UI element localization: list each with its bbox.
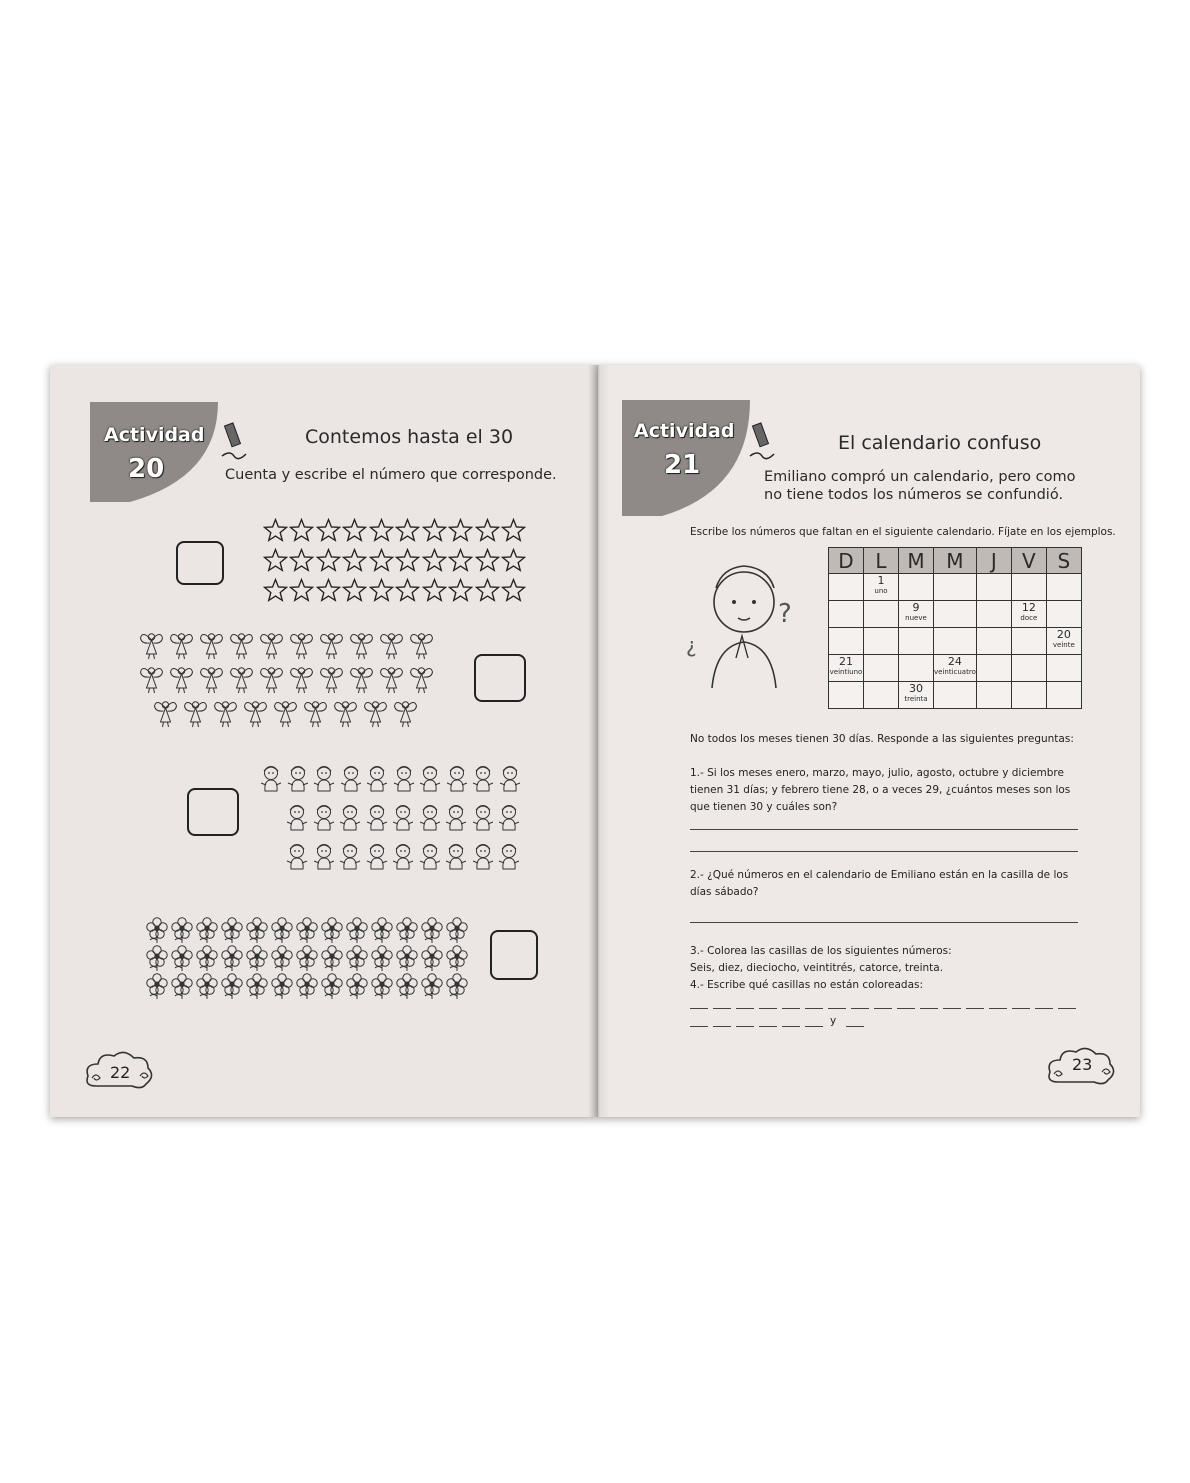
answer-blank[interactable] (1058, 1008, 1076, 1009)
flower-icon (169, 944, 194, 972)
calendar-day-header: D (829, 548, 864, 574)
calendar-cell[interactable] (1046, 655, 1081, 682)
fairy-icon (302, 698, 329, 728)
calendar-cell[interactable] (934, 601, 977, 628)
calendar-cell[interactable] (1046, 628, 1081, 655)
answer-blank[interactable] (805, 1008, 823, 1009)
flower-icon (444, 972, 469, 1000)
fairy-icon (288, 664, 315, 694)
blank-row (690, 1016, 890, 1030)
calendar-cell[interactable] (976, 655, 1011, 682)
star-group (262, 515, 527, 605)
flower-icon (344, 972, 369, 1000)
fairy-icon (272, 698, 299, 728)
character-icon (471, 765, 495, 793)
character-icon (497, 843, 521, 871)
star-icon (395, 515, 422, 545)
flower-icon (369, 916, 394, 944)
character-icon (498, 765, 522, 793)
flower-icon (169, 972, 194, 1000)
star-icon (289, 575, 316, 605)
calendar-day-header: M (899, 548, 934, 574)
star-icon (342, 575, 369, 605)
calendar-cell[interactable] (829, 574, 864, 601)
flower-icon (144, 916, 169, 944)
calendar-cell[interactable] (1011, 601, 1046, 628)
flower-icon (219, 916, 244, 944)
flower-icon (319, 944, 344, 972)
star-icon (342, 545, 369, 575)
calendar-day-header: L (864, 548, 899, 574)
fairy-icon (138, 664, 165, 694)
fairy-icon (392, 698, 419, 728)
character-icon (365, 804, 389, 832)
star-icon (448, 545, 475, 575)
answer-blank[interactable] (736, 1026, 754, 1027)
flower-icon (244, 944, 269, 972)
star-icon (421, 575, 448, 605)
calendar-cell[interactable] (864, 574, 899, 601)
star-icon (421, 515, 448, 545)
answer-blank[interactable] (759, 1008, 777, 1009)
calendar-number: 9 (912, 601, 920, 614)
calendar-word: veintiuno (829, 668, 863, 676)
activity-badge-right (622, 400, 750, 516)
flower-icon (219, 944, 244, 972)
answer-blank[interactable] (943, 1008, 961, 1009)
connector-word: y (830, 1015, 837, 1027)
character-icon (365, 765, 389, 793)
calendar-cell[interactable] (934, 682, 977, 709)
calendar-instruction: Escribe los números que faltan en el siguiente calendario. Fíjate en los ejemplos. (690, 526, 1116, 538)
flower-icon (344, 944, 369, 972)
question-3-numbers: Seis, diez, dieciocho, veintitrés, catorce, treinta. (690, 962, 944, 974)
question-1: 1.- Si los meses enero, marzo, mayo, julio, agosto, octubre y diciembre tienen 31 días; y febrero tiene 28, o a veces 29, ¿cuántos meses son los que tienen 30 y cuáles son? (690, 767, 1071, 813)
star-icon (448, 515, 475, 545)
flower-icon (269, 972, 294, 1000)
star-icon (289, 545, 316, 575)
star-icon (368, 575, 395, 605)
flower-icon (394, 972, 419, 1000)
calendar-word: veinticuatro (934, 668, 976, 676)
fairy-icon (258, 664, 285, 694)
fairy-icon (408, 664, 435, 694)
calendar-number: 24 (947, 655, 962, 668)
character-icon (312, 843, 336, 871)
star-icon (474, 575, 501, 605)
svg-text:?: ? (778, 599, 792, 629)
calendar-cell[interactable] (1011, 682, 1046, 709)
fairy-icon (348, 630, 375, 660)
svg-text:¿: ¿ (686, 633, 697, 657)
flower-icon (219, 972, 244, 1000)
calendar-cell[interactable] (829, 628, 864, 655)
fairy-icon (362, 698, 389, 728)
flower-icon (244, 972, 269, 1000)
flower-icon (144, 972, 169, 1000)
calendar-cell[interactable] (1046, 682, 1081, 709)
character-icon (418, 804, 442, 832)
character-icon (471, 843, 495, 871)
calendar-cell[interactable] (1046, 601, 1081, 628)
flower-icon (294, 972, 319, 1000)
instruction: Cuenta y escribe el número que corresponde. (225, 467, 557, 483)
star-icon (342, 515, 369, 545)
flower-icon (419, 972, 444, 1000)
page-number-left: 22 (110, 1063, 131, 1082)
book-gutter (588, 365, 610, 1117)
calendar-cell[interactable] (1011, 655, 1046, 682)
fairy-icon (408, 630, 435, 660)
star-icon (315, 575, 342, 605)
calendar-word: nueve (905, 614, 927, 622)
character-icon (497, 804, 521, 832)
flower-group (144, 916, 469, 1000)
fairy-icon (198, 664, 225, 694)
flower-icon (419, 944, 444, 972)
star-icon (501, 515, 528, 545)
answer-line[interactable] (690, 829, 1078, 830)
star-icon (474, 545, 501, 575)
answer-blank[interactable] (920, 1008, 938, 1009)
flower-icon (369, 972, 394, 1000)
star-icon (262, 545, 289, 575)
question-4: 4.- Escribe qué casillas no están coloreadas: (690, 979, 924, 991)
question-2: 2.- ¿Qué números en el calendario de Emiliano están en la casilla de los días sábado? (690, 869, 1069, 898)
calendar-cell[interactable] (864, 628, 899, 655)
calendar-cell[interactable] (829, 655, 864, 682)
fairy-icon (138, 630, 165, 660)
star-icon (315, 515, 342, 545)
answer-line[interactable] (690, 922, 1078, 923)
character-icon (286, 765, 310, 793)
calendar-week-row (829, 655, 1082, 682)
answer-line[interactable] (690, 851, 1078, 852)
calendar-number: 21 (839, 655, 853, 668)
calendar-word: doce (1020, 614, 1038, 622)
calendar-cell[interactable] (864, 682, 899, 709)
star-icon (262, 515, 289, 545)
pencil-icon (220, 420, 248, 460)
page-title: Contemos hasta el 30 (305, 426, 514, 448)
flower-icon (194, 972, 219, 1000)
answer-box-stars[interactable] (176, 541, 224, 585)
star-icon (448, 575, 475, 605)
fairy-icon (228, 664, 255, 694)
star-icon (315, 545, 342, 575)
answer-blank[interactable] (851, 1008, 869, 1009)
star-icon (421, 545, 448, 575)
flower-icon (369, 944, 394, 972)
fairy-icon (318, 664, 345, 694)
answer-blank[interactable] (966, 1008, 984, 1009)
character-icon (445, 765, 469, 793)
character-icon (285, 804, 309, 832)
answer-blank[interactable] (828, 1008, 846, 1009)
fairy-icon (378, 664, 405, 694)
badge-shape-icon (90, 402, 218, 502)
answer-blank[interactable] (713, 1026, 731, 1027)
fairy-icon (332, 698, 359, 728)
calendar-cell[interactable] (829, 682, 864, 709)
pencil-icon (748, 420, 776, 460)
character-icon (365, 843, 389, 871)
calendar-cell[interactable] (934, 655, 977, 682)
star-icon (501, 575, 528, 605)
badge-label: Actividad (104, 424, 205, 446)
badge-number: 21 (664, 450, 701, 480)
calendar-cell[interactable] (864, 655, 899, 682)
flower-icon (294, 916, 319, 944)
star-icon (395, 545, 422, 575)
calendar-table (828, 547, 1082, 709)
calendar-week-row (829, 574, 1082, 601)
calendar-week-row (829, 601, 1082, 628)
calendar-day-header: J (976, 548, 1011, 574)
calendar-cell[interactable] (864, 601, 899, 628)
star-icon (262, 575, 289, 605)
calendar-cell[interactable] (899, 655, 934, 682)
calendar-cell[interactable] (899, 682, 934, 709)
answer-blank[interactable] (782, 1026, 800, 1027)
answer-blank[interactable] (805, 1026, 823, 1027)
fairy-icon (348, 664, 375, 694)
badge-label: Actividad (634, 420, 735, 442)
flower-icon (169, 916, 194, 944)
answer-blank[interactable] (1012, 1008, 1030, 1009)
fairy-icon (152, 698, 179, 728)
answer-box-characters[interactable] (187, 788, 239, 836)
intro-text: Emiliano compró un calendario, pero como no tiene todos los números se confundió. (764, 469, 1076, 503)
fairy-icon (212, 698, 239, 728)
flower-icon (344, 916, 369, 944)
character-icon (312, 765, 336, 793)
calendar-cell[interactable] (976, 601, 1011, 628)
activity-badge-left (90, 402, 218, 502)
character-icon (444, 843, 468, 871)
character-icon (285, 843, 309, 871)
calendar-number: 20 (1056, 628, 1071, 641)
flower-icon (194, 916, 219, 944)
character-icon (392, 765, 416, 793)
answer-blank[interactable] (846, 1026, 864, 1027)
star-icon (368, 545, 395, 575)
character-icon (391, 843, 415, 871)
calendar-cell[interactable] (829, 601, 864, 628)
star-icon (368, 515, 395, 545)
fairy-icon (242, 698, 269, 728)
calendar-header-row (829, 548, 1082, 574)
flower-icon (194, 944, 219, 972)
calendar-cell[interactable] (976, 682, 1011, 709)
calendar-day-header: V (1011, 548, 1046, 574)
answer-blank[interactable] (713, 1008, 731, 1009)
questions-lead: No todos los meses tienen 30 días. Responde a las siguientes preguntas: (690, 733, 1074, 745)
fairy-icon (318, 630, 345, 660)
flower-icon (444, 944, 469, 972)
character-icon (444, 804, 468, 832)
flower-icon (319, 972, 344, 1000)
calendar-day-header: M (934, 548, 977, 574)
character-icon (339, 765, 363, 793)
calendar-week-row (829, 682, 1082, 709)
question-3: 3.- Colorea las casillas de los siguientes números: (690, 945, 952, 957)
answer-blank[interactable] (736, 1008, 754, 1009)
calendar-cell[interactable] (1011, 628, 1046, 655)
fairy-icon (258, 630, 285, 660)
answer-blank[interactable] (874, 1008, 892, 1009)
star-icon (474, 515, 501, 545)
answer-blank[interactable] (690, 1008, 708, 1009)
flower-icon (394, 944, 419, 972)
answer-blank[interactable] (897, 1008, 915, 1009)
answer-blank[interactable] (989, 1008, 1007, 1009)
calendar-word: uno (874, 587, 888, 595)
calendar-cell[interactable] (976, 628, 1011, 655)
calendar-cell[interactable] (934, 574, 977, 601)
fairy-icon (378, 630, 405, 660)
calendar-cell[interactable] (934, 628, 977, 655)
answer-blank[interactable] (1035, 1008, 1053, 1009)
page-number-right: 23 (1072, 1055, 1093, 1074)
calendar-cell[interactable] (1011, 574, 1046, 601)
calendar-word: veinte (1052, 641, 1075, 649)
calendar-cell[interactable] (976, 574, 1011, 601)
calendar-day-header: S (1046, 548, 1081, 574)
flower-icon (294, 944, 319, 972)
calendar-number: 12 (1021, 601, 1036, 614)
star-icon (289, 515, 316, 545)
thinking-boy-icon (682, 562, 806, 688)
calendar-word: treinta (904, 695, 928, 703)
answer-blank[interactable] (690, 1026, 708, 1027)
character-icon (338, 804, 362, 832)
character-icon (471, 804, 495, 832)
star-icon (395, 575, 422, 605)
fairy-icon (168, 630, 195, 660)
star-icon (501, 545, 528, 575)
flower-icon (269, 916, 294, 944)
flower-icon (144, 944, 169, 972)
fairy-icon (228, 630, 255, 660)
answer-blank[interactable] (759, 1026, 777, 1027)
answer-blank[interactable] (782, 1008, 800, 1009)
character-icon (338, 843, 362, 871)
calendar-cell[interactable] (1046, 574, 1081, 601)
flower-icon (319, 916, 344, 944)
calendar-cell[interactable] (899, 628, 934, 655)
character-icon (418, 765, 442, 793)
fairy-icon (288, 630, 315, 660)
flower-icon (394, 916, 419, 944)
calendar-number: 30 (909, 682, 923, 695)
flower-icon (244, 916, 269, 944)
calendar-number: 1 (877, 574, 885, 587)
character-icon (259, 765, 283, 793)
character-icon (391, 804, 415, 832)
answer-box-fairies[interactable] (474, 654, 526, 702)
flower-icon (444, 916, 469, 944)
calendar-cell[interactable] (899, 601, 934, 628)
flower-icon (269, 944, 294, 972)
answer-box-flowers[interactable] (490, 930, 538, 980)
page-title: El calendario confuso (838, 432, 1042, 454)
fairy-icon (198, 630, 225, 660)
fairy-icon (168, 664, 195, 694)
blank-row (690, 998, 1082, 1010)
flower-icon (419, 916, 444, 944)
badge-number: 20 (128, 454, 165, 484)
character-icon (418, 843, 442, 871)
calendar-week-row (829, 628, 1082, 655)
fairy-icon (182, 698, 209, 728)
character-icon (312, 804, 336, 832)
calendar-cell[interactable] (899, 574, 934, 601)
